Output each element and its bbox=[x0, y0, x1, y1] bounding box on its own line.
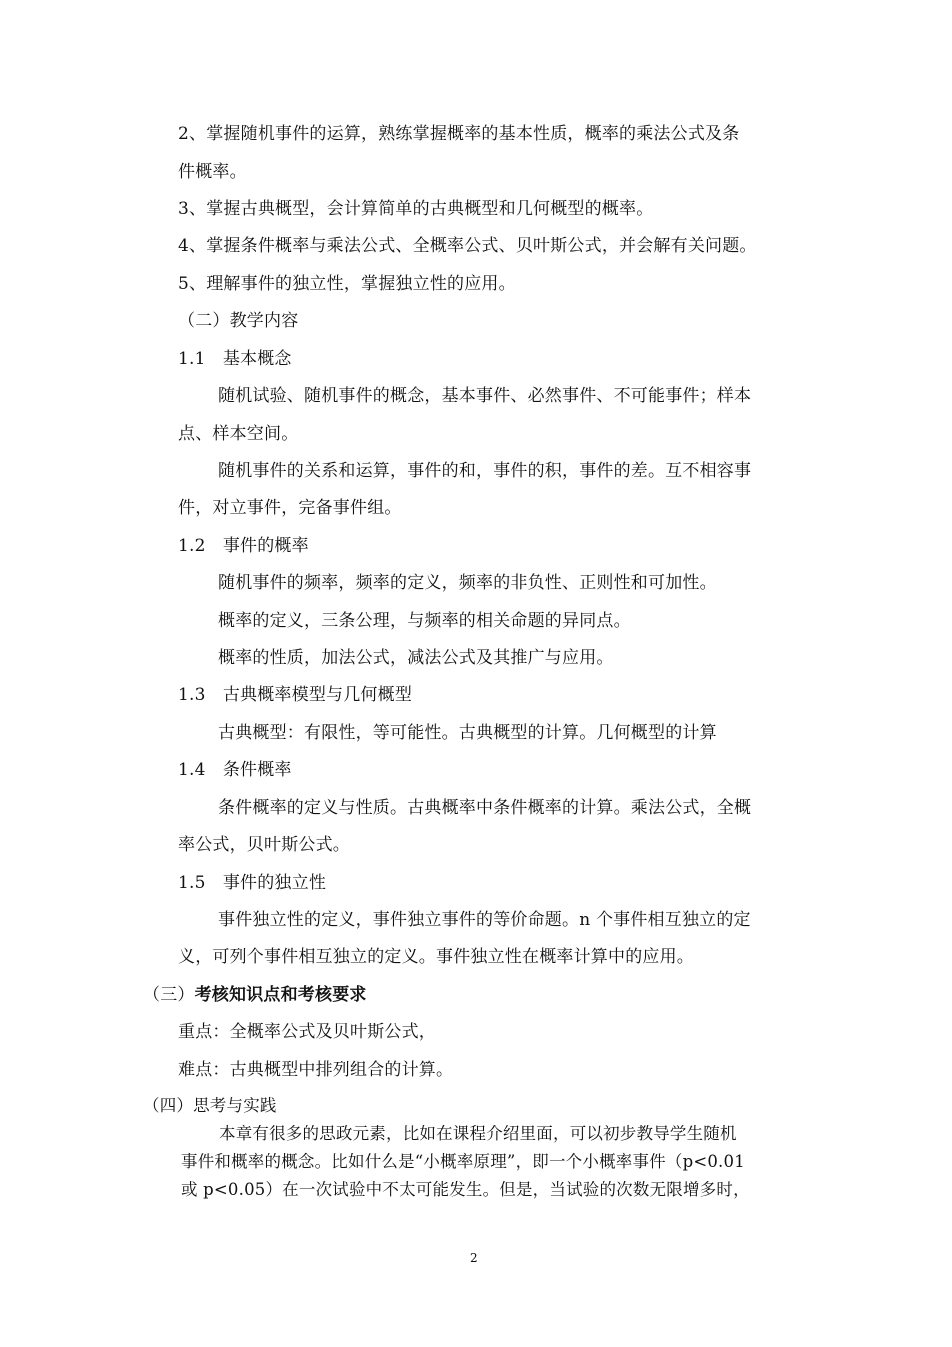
objective-item-4: 4、掌握条件概率与乘法公式、全概率公式、贝叶斯公式，并会解有关问题。 bbox=[178, 236, 757, 256]
paragraph-line: 事件独立性的定义，事件独立事件的等价命题。n 个事件相互独立的定 bbox=[218, 910, 751, 930]
objective-item-2: 2、掌握随机事件的运算，熟练掌握概率的基本性质，概率的乘法公式及条 bbox=[178, 124, 740, 144]
paragraph-line: 件，对立事件，完备事件组。 bbox=[178, 498, 402, 518]
section-heading-reflection: （四）思考与实践 bbox=[143, 1096, 277, 1115]
paragraph-line: 条件概率的定义与性质。古典概率中条件概率的计算。乘法公式，全概 bbox=[218, 798, 752, 818]
paragraph-line: 概率的性质，加法公式，减法公式及其推广与应用。 bbox=[218, 648, 614, 668]
key-point-line: 重点：全概率公式及贝叶斯公式， bbox=[178, 1022, 436, 1042]
section-prefix: （三） bbox=[143, 985, 195, 1005]
subsection-heading-1-5: 1.5 事件的独立性 bbox=[178, 873, 327, 893]
paragraph-line: 随机事件的关系和运算，事件的和，事件的积，事件的差。互不相容事 bbox=[218, 461, 752, 481]
section-heading-assessment bbox=[143, 984, 367, 1006]
page-number: 2 bbox=[470, 1251, 478, 1265]
paragraph-line: 义，可列个事件相互独立的定义。事件独立性在概率计算中的应用。 bbox=[178, 947, 694, 967]
paragraph-line: 或 p<0.05）在一次试验中不太可能发生。但是，当试验的次数无限增多时， bbox=[181, 1180, 750, 1199]
paragraph-line: 随机试验、随机事件的概念，基本事件、必然事件、不可能事件；样本 bbox=[218, 386, 752, 406]
paragraph-line: 随机事件的频率，频率的定义，频率的非负性、正则性和可加性。 bbox=[218, 573, 717, 593]
subsection-heading-1-2: 1.2 事件的概率 bbox=[178, 536, 309, 556]
paragraph-line: 率公式，贝叶斯公式。 bbox=[178, 835, 350, 855]
paragraph-line: 古典概型：有限性，等可能性。古典概型的计算。几何概型的计算 bbox=[218, 723, 717, 743]
objective-item-3: 3、掌握古典概型，会计算简单的古典概型和几何概型的概率。 bbox=[178, 199, 654, 219]
paragraph-line: 事件和概率的概念。比如什么是“小概率原理”，即一个小概率事件（p<0.01 bbox=[181, 1152, 745, 1171]
objective-item-5: 5、理解事件的独立性，掌握独立性的应用。 bbox=[178, 274, 516, 294]
difficulty-line: 难点：古典概型中排列组合的计算。 bbox=[178, 1060, 454, 1080]
section-title: 考核知识点和考核要求 bbox=[194, 985, 367, 1005]
section-heading-teaching-content: （二）教学内容 bbox=[178, 311, 299, 331]
objective-item-2-cont: 件概率。 bbox=[178, 162, 247, 182]
paragraph-line: 点、样本空间。 bbox=[178, 424, 299, 444]
subsection-heading-1-4: 1.4 条件概率 bbox=[178, 760, 292, 780]
paragraph-line: 概率的定义，三条公理，与频率的相关命题的异同点。 bbox=[218, 611, 631, 631]
paragraph-line: 本章有很多的思政元素，比如在课程介绍里面，可以初步教导学生随机 bbox=[219, 1124, 737, 1143]
subsection-heading-1-3: 1.3 古典概率模型与几何概型 bbox=[178, 685, 413, 705]
subsection-heading-1-1: 1.1 基本概念 bbox=[178, 349, 292, 369]
